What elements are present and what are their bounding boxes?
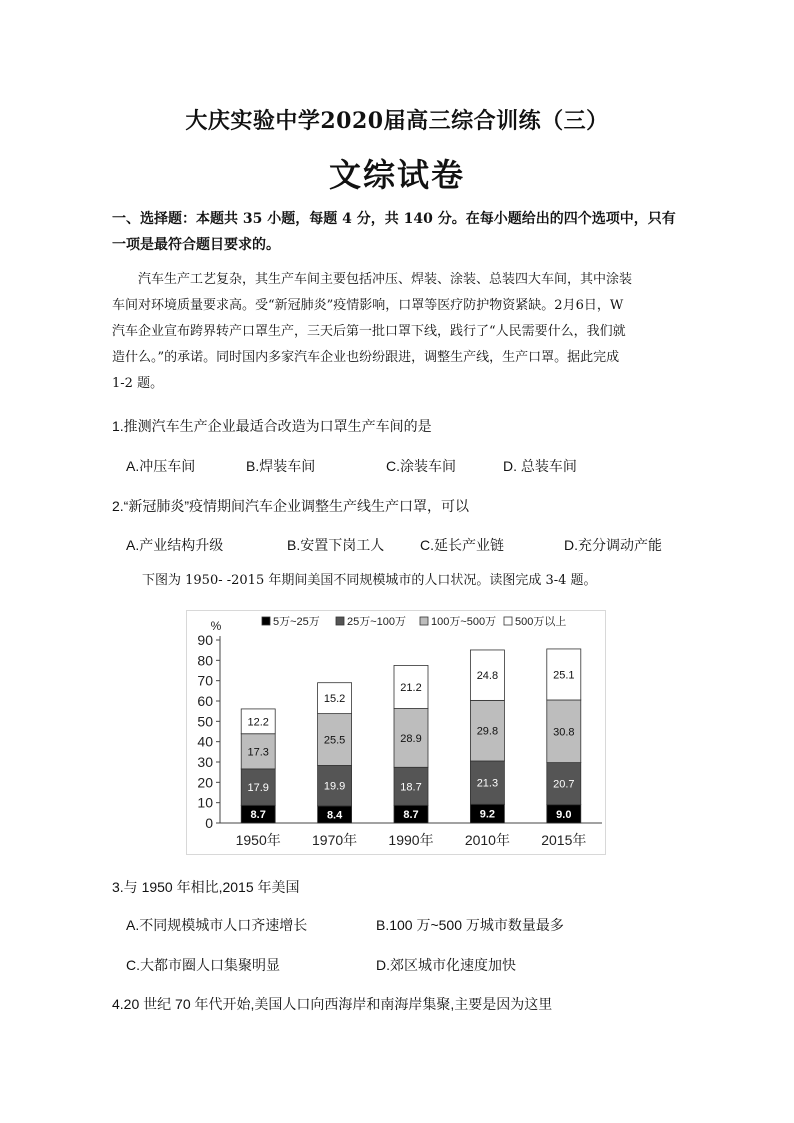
x-tick-label: 1950年 (235, 832, 281, 848)
legend-swatch (262, 617, 270, 625)
legend-swatch (336, 617, 344, 625)
passage-line: 造什么。”的承诺。同时国内多家汽车企业也纷纷跟进，调整生产线，生产口罩。据此完成 (112, 350, 620, 365)
q2-option-a: A.产业结构升级 (126, 537, 224, 553)
q3-option-c: C.大都市圈人口集聚明显 (126, 957, 280, 973)
bar-value-label: 24.8 (476, 670, 499, 683)
q2-option-d: D.充分调动产能 (564, 537, 662, 553)
legend-label: 500万以上 (515, 616, 567, 628)
bar-value-label: 8.4 (326, 809, 343, 822)
y-tick-label: 80 (197, 652, 213, 669)
q1-option-a: A.冲压车间 (126, 458, 196, 474)
q3-option-a: A.不同规模城市人口齐速增长 (126, 917, 308, 933)
bar-value-label: 12.2 (247, 716, 269, 729)
legend-label: 100万~500万 (431, 616, 497, 628)
y-tick-label: 70 (197, 672, 213, 689)
q2-option-b: B.安置下岗工人 (287, 537, 385, 553)
y-tick-label: 90 (197, 632, 213, 648)
passage-line: 汽车生产工艺复杂，其生产车间主要包括冲压、焊装、涂装、总装四大车间，其中涂装 (138, 272, 633, 287)
bar-value-label: 29.8 (476, 725, 499, 738)
bar-value-label: 8.7 (250, 809, 266, 822)
y-tick-label: 0 (205, 815, 213, 831)
y-tick-label: 30 (197, 754, 213, 770)
exam-subtitle: 文综试卷 (328, 156, 465, 194)
y-tick-label: 20 (197, 774, 213, 791)
q1-option-c: C.涂装车间 (386, 458, 456, 474)
question-4-stem: 4.20 世纪 70 年代开始,美国人口向西海岸和南海岸集聚,主要是因为这里 (112, 996, 553, 1012)
passage-line: 汽车企业宣布跨界转产口罩生产，三天后第一批口罩下线，践行了“人民需要什么，我们就 (112, 324, 626, 339)
bar-value-label: 15.2 (323, 693, 346, 706)
stacked-bar-chart (186, 610, 606, 855)
passage-2: 下图为 1950- -2015 年期间美国不同规模城市的人口状况。读图完成 3-4 题。 (142, 573, 597, 588)
passage-line: 车间对环境质量要求高。受“新冠肺炎”疫情影响，口罩等医疗防护物资紧缺。2月6日，W (112, 298, 624, 313)
y-tick-label: 50 (197, 713, 213, 730)
bar-value-label: 8.7 (403, 809, 419, 822)
bar-value-label: 18.7 (400, 781, 422, 794)
q1-option-b: B.焊装车间 (246, 458, 316, 474)
passage-line: 1-2 题。 (112, 376, 164, 391)
x-tick-label: 1970年 (312, 832, 358, 848)
q3-option-d: D.郊区城市化速度加快 (376, 957, 516, 973)
y-tick-label: 40 (197, 733, 213, 750)
exam-title: 大庆实验中学2020届高三综合训练（三） (185, 108, 609, 134)
q2-option-c: C.延长产业链 (420, 537, 504, 553)
bar-value-label: 20.7 (553, 778, 575, 791)
x-tick-label: 2015年 (541, 832, 587, 848)
passage-1 (112, 267, 684, 397)
q3-option-b: B.100 万~500 万城市数量最多 (376, 917, 564, 933)
bar-value-label: 17.3 (247, 746, 269, 759)
question-1-stem: 1.推测汽车生产企业最适合改造为口罩生产车间的是 (112, 418, 432, 434)
bar-value-label: 30.8 (553, 726, 575, 739)
legend-label: 5万~25万 (273, 616, 320, 628)
bar-value-label: 21.3 (476, 777, 499, 790)
legend-label: 25万~100万 (347, 616, 407, 628)
q1-option-d: D. 总装车间 (503, 458, 577, 474)
x-tick-label: 1990年 (388, 832, 434, 848)
question-3-stem: 3.与 1950 年相比,2015 年美国 (112, 879, 300, 895)
y-tick-label: 60 (197, 693, 213, 709)
bar-value-label: 19.9 (323, 780, 346, 793)
bar-value-label: 25.1 (553, 669, 575, 682)
y-tick-label: 10 (197, 794, 213, 811)
bar-value-label: 9.0 (556, 808, 572, 821)
bar-value-label: 21.2 (400, 681, 422, 694)
question-2-stem: 2.“新冠肺炎”疫情期间汽车企业调整生产线生产口罩，可以 (112, 498, 469, 514)
bar-value-label: 9.2 (479, 808, 496, 821)
bar-value-label: 25.5 (323, 734, 346, 747)
section-heading: 一、选择题：本题共 35 小题，每题 4 分，共 140 分。在每小题给出的四个选项中，只有一项是最符合题目要求的。 (112, 211, 676, 253)
bar-value-label: 28.9 (400, 732, 422, 745)
chart-svg (186, 610, 606, 855)
x-tick-label: 2010年 (464, 832, 510, 848)
legend-swatch (504, 617, 512, 625)
y-axis-label: % (210, 619, 222, 633)
bar-value-label: 17.9 (247, 782, 269, 795)
legend-swatch (420, 617, 428, 625)
